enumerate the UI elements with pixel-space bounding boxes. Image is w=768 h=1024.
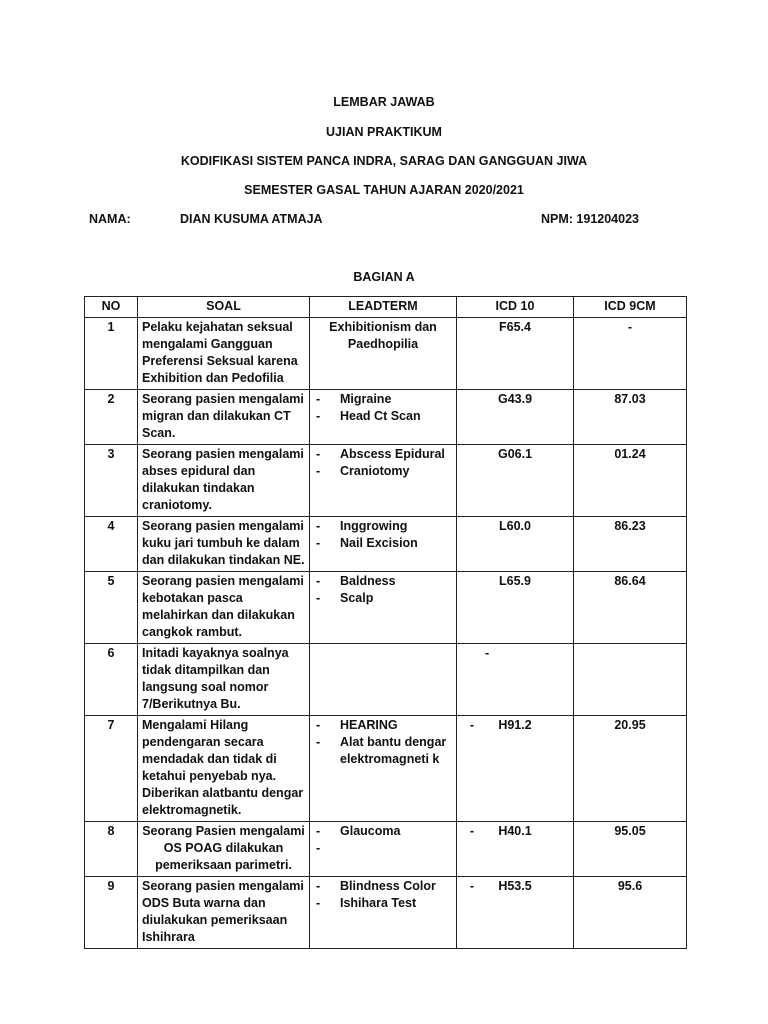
- icd10-code: H91.2: [498, 718, 532, 732]
- leadterm-item: - Scalp: [314, 590, 452, 607]
- row-icd9cm: 01.24: [574, 445, 687, 517]
- row-leadterm: [310, 445, 457, 517]
- row-icd9cm: 86.23: [574, 517, 687, 572]
- icd10-code: H53.5: [498, 879, 532, 893]
- leadterm-item: - Head Ct Scan: [314, 408, 452, 425]
- row-no: 8: [85, 822, 138, 877]
- header-icd9cm: ICD 9CM: [574, 297, 687, 318]
- row-icd9cm: [574, 644, 687, 716]
- table-row: [85, 877, 687, 949]
- row-leadterm: [310, 390, 457, 445]
- row-leadterm: [310, 517, 457, 572]
- row-icd10: L60.0: [457, 517, 574, 572]
- leadterm-list: [314, 878, 452, 912]
- table-row: [85, 318, 687, 390]
- table-row: [85, 390, 687, 445]
- row-icd9cm: 95.05: [574, 822, 687, 877]
- section-title: BAGIAN A: [353, 270, 415, 284]
- table-row: [85, 572, 687, 644]
- row-icd10: -: [457, 644, 574, 716]
- leadterm-list: [314, 717, 452, 768]
- row-icd10: G43.9: [457, 390, 574, 445]
- leadterm-list: [314, 573, 452, 607]
- row-soal: Seorang pasien mengalami kuku jari tumbuh ke dalam dan dilakukan tindakan NE.: [138, 517, 310, 572]
- leadterm-list: [314, 823, 452, 840]
- row-soal: Mengalami Hilang pendengaran secara mendadak dan tidak di ketahui penyebab nya. Diberikan alatbantu dengar elektromagnetik.: [138, 716, 310, 822]
- header-soal: SOAL: [138, 297, 310, 318]
- title-semester: SEMESTER GASAL TAHUN AJARAN 2020/2021: [244, 183, 524, 197]
- row-icd10: [457, 822, 574, 877]
- row-no: 3: [85, 445, 138, 517]
- row-soal: Pelaku kejahatan seksual mengalami Gangguan Preferensi Seksual karena Exhibition dan Pedofilia: [138, 318, 310, 390]
- nama-value: DIAN KUSUMA ATMAJA: [180, 212, 323, 226]
- icd10-code: H40.1: [498, 824, 532, 838]
- leadterm-item: - HEARING: [314, 717, 452, 734]
- row-no: 2: [85, 390, 138, 445]
- row-icd9cm: 20.95: [574, 716, 687, 822]
- title-ujian-praktikum: UJIAN PRAKTIKUM: [326, 125, 442, 139]
- leadterm-text: Exhibitionism dan Paedhopilia: [329, 320, 437, 351]
- table-row: [85, 822, 687, 877]
- row-icd9cm: -: [574, 318, 687, 390]
- row-leadterm: [310, 318, 457, 390]
- row-icd10: [457, 716, 574, 822]
- leadterm-item: - Inggrowing: [314, 518, 452, 535]
- row-leadterm: [310, 716, 457, 822]
- row-leadterm: [310, 644, 457, 716]
- row-icd9cm: 87.03: [574, 390, 687, 445]
- leadterm-item: - Glaucoma: [314, 823, 452, 840]
- leadterm-item: - Migraine: [314, 391, 452, 408]
- nama-label: NAMA:: [89, 212, 131, 226]
- leadterm-item: - Abscess Epidural: [314, 446, 452, 463]
- npm-value: NPM: 191204023: [541, 212, 639, 226]
- row-no: 4: [85, 517, 138, 572]
- title-kodifikasi: KODIFIKASI SISTEM PANCA INDRA, SARAG DAN GANGGUAN JIWA: [180, 154, 588, 168]
- table-row: [85, 644, 687, 716]
- row-no: 9: [85, 877, 138, 949]
- table-row: [85, 716, 687, 822]
- row-soal: Seorang pasien mengalami abses epidural dan dilakukan tindakan craniotomy.: [138, 445, 310, 517]
- header-icd10: ICD 10: [457, 297, 574, 318]
- header-leadterm: LEADTERM: [310, 297, 457, 318]
- row-no: 7: [85, 716, 138, 822]
- row-no: 6: [85, 644, 138, 716]
- table-row: [85, 445, 687, 517]
- leadterm-list: [314, 518, 452, 552]
- row-icd9cm: 86.64: [574, 572, 687, 644]
- leadterm-item: - Nail Excision: [314, 535, 452, 552]
- leadterm-item: - Baldness: [314, 573, 452, 590]
- header-no: NO: [85, 297, 138, 318]
- leadterm-list: [314, 391, 452, 425]
- row-icd10: F65.4: [457, 318, 574, 390]
- row-soal: Seorang pasien mengalami kebotakan pasca melahirkan dan dilakukan cangkok rambut.: [138, 572, 310, 644]
- leadterm-item: - Blindness Color: [314, 878, 452, 895]
- row-icd9cm: 95.6: [574, 877, 687, 949]
- row-soal: Seorang pasien mengalami ODS Buta warna dan diulakukan pemeriksaan Ishihrara: [138, 877, 310, 949]
- row-soal: Seorang pasien mengalami migran dan dilakukan CT Scan.: [138, 390, 310, 445]
- answer-table: [84, 296, 687, 949]
- dash-marker: -: [469, 824, 475, 838]
- row-leadterm: [310, 877, 457, 949]
- row-no: 5: [85, 572, 138, 644]
- dash-marker: -: [469, 718, 475, 732]
- row-icd10: [457, 877, 574, 949]
- row-icd10: G06.1: [457, 445, 574, 517]
- row-no: 1: [85, 318, 138, 390]
- title-lembar-jawab: LEMBAR JAWAB: [333, 95, 435, 109]
- table-row: [85, 517, 687, 572]
- leadterm-item: - Ishihara Test: [314, 895, 452, 912]
- row-soal: Initadi kayaknya soalnya tidak ditampilkan dan langsung soal nomor 7/Berikutnya Bu.: [138, 644, 310, 716]
- leadterm-item: - Craniotomy: [314, 463, 452, 480]
- leadterm-item: - Alat bantu dengar elektromagneti k: [314, 734, 452, 768]
- leadterm-list: [314, 446, 452, 480]
- row-leadterm: [310, 822, 457, 877]
- dash-marker: -: [469, 879, 475, 893]
- row-icd10: L65.9: [457, 572, 574, 644]
- row-leadterm: [310, 572, 457, 644]
- table-header-row: [85, 297, 687, 318]
- row-soal: Seorang Pasien mengalami OS POAG dilakukan pemeriksaan parimetri.: [138, 822, 310, 877]
